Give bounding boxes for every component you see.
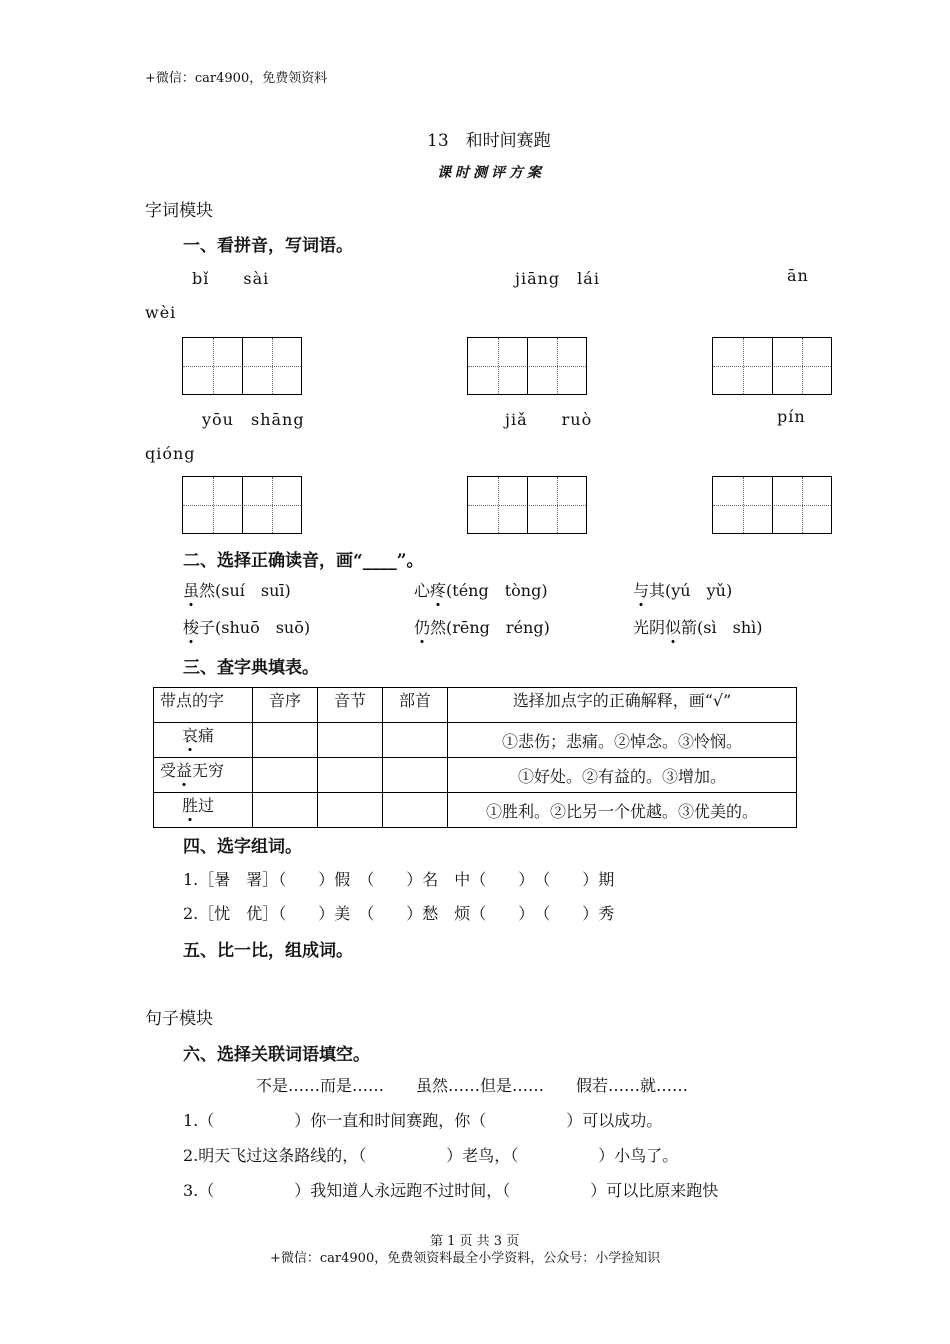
table-cell-input[interactable]: [253, 793, 318, 828]
table-header: 部首: [383, 688, 448, 723]
table-cell-input[interactable]: [318, 723, 383, 758]
table-cell-word: 受益无穷: [154, 758, 253, 793]
section-heading-sentences: 句子模块: [145, 1009, 213, 1029]
table-cell-input[interactable]: [383, 723, 448, 758]
pinyin-4: yōu shāng: [202, 410, 305, 429]
table-row: [154, 758, 797, 793]
fill-blank-line-2[interactable]: 2.明天飞过这条路线的，（ ）老鸟，（ ）小鸟了。: [183, 1146, 679, 1165]
writing-box[interactable]: [467, 337, 587, 395]
fill-blank-line-1[interactable]: 1.（ ）你一直和时间赛跑，你（ ）可以成功。: [183, 1111, 663, 1130]
table-row: [154, 723, 797, 758]
question-3-title: 三、查字典填表。: [183, 658, 319, 678]
pinyin-2: jiāng lái: [515, 269, 600, 288]
question-5-title: 五、比一比，组成词。: [183, 941, 353, 961]
header-watermark: +微信：car4900，免费领资料: [145, 71, 328, 86]
question-2-title: 二、选择正确读音，画“____”。: [183, 551, 424, 571]
question-4-title: 四、选字组词。: [183, 837, 302, 857]
table-cell-input[interactable]: [253, 723, 318, 758]
table-cell-input[interactable]: [383, 758, 448, 793]
reading-choice-item[interactable]: 心疼(téng tòng): [414, 581, 548, 600]
pinyin-6-cont: qióng: [145, 444, 196, 463]
dictionary-table: [153, 687, 797, 828]
reading-choice-item[interactable]: 虽然(suí suī): [183, 581, 291, 600]
page-subtitle: 课时测评方案: [437, 165, 545, 181]
table-header: 选择加点字的正确解释，画“√”: [448, 688, 797, 723]
table-header: 音节: [318, 688, 383, 723]
table-cell-word: 胜过: [154, 793, 253, 828]
word-choice-line-2[interactable]: 2.［忧 优］（ ）美 （ ）愁 烦（ ） （ ）秀: [183, 904, 615, 923]
writing-box[interactable]: [182, 337, 302, 395]
pinyin-3: ān: [787, 266, 809, 285]
page-title: 13 和时间赛跑: [427, 131, 551, 151]
pinyin-6: pín: [777, 407, 806, 426]
table-header: 音序: [253, 688, 318, 723]
writing-box[interactable]: [712, 337, 832, 395]
writing-box[interactable]: [182, 476, 302, 534]
reading-choice-item[interactable]: 仍然(rēng réng): [414, 618, 550, 637]
footer-watermark: +微信：car4900，免费领资料最全小学资料，公众号：小学捡知识: [270, 1251, 661, 1266]
question-6-title: 六、选择关联词语填空。: [183, 1045, 370, 1065]
reading-choice-item[interactable]: 与其(yú yǔ): [633, 581, 733, 600]
question-1-title: 一、看拼音，写词语。: [183, 236, 353, 256]
section-heading-words: 字词模块: [145, 201, 213, 221]
table-cell-input[interactable]: [383, 793, 448, 828]
reading-choice-item[interactable]: 光阴似箭(sì shì): [633, 618, 763, 637]
fill-blank-line-3[interactable]: 3.（ ）我知道人永远跑不过时间，（ ）可以比原来跑快: [183, 1181, 719, 1200]
table-cell-explanation[interactable]: ①胜利。②比另一个优越。③优美的。: [448, 793, 797, 828]
word-choice-line-1[interactable]: 1.［暑 署］（ ）假 （ ）名 中（ ） （ ）期: [183, 870, 615, 889]
writing-box[interactable]: [467, 476, 587, 534]
table-row: [154, 793, 797, 828]
table-header-row: [154, 688, 797, 723]
pinyin-3-cont: wèi: [145, 303, 177, 322]
pinyin-5: jiǎ ruò: [505, 410, 593, 429]
table-cell-input[interactable]: [253, 758, 318, 793]
reading-choice-item[interactable]: 梭子(shuō suō): [183, 618, 311, 637]
writing-box[interactable]: [712, 476, 832, 534]
table-cell-explanation[interactable]: ①好处。②有益的。③增加。: [448, 758, 797, 793]
table-cell-word: 哀痛: [154, 723, 253, 758]
table-cell-input[interactable]: [318, 793, 383, 828]
conjunction-options: 不是……而是…… 虽然……但是…… 假若……就……: [256, 1076, 689, 1095]
table-cell-input[interactable]: [318, 758, 383, 793]
table-header: 带点的字: [154, 688, 253, 723]
pinyin-1: bǐ sài: [192, 269, 270, 288]
table-cell-explanation[interactable]: ①悲伤；悲痛。②悼念。③怜悯。: [448, 723, 797, 758]
page-number: 第 1 页 共 3 页: [430, 1234, 520, 1249]
